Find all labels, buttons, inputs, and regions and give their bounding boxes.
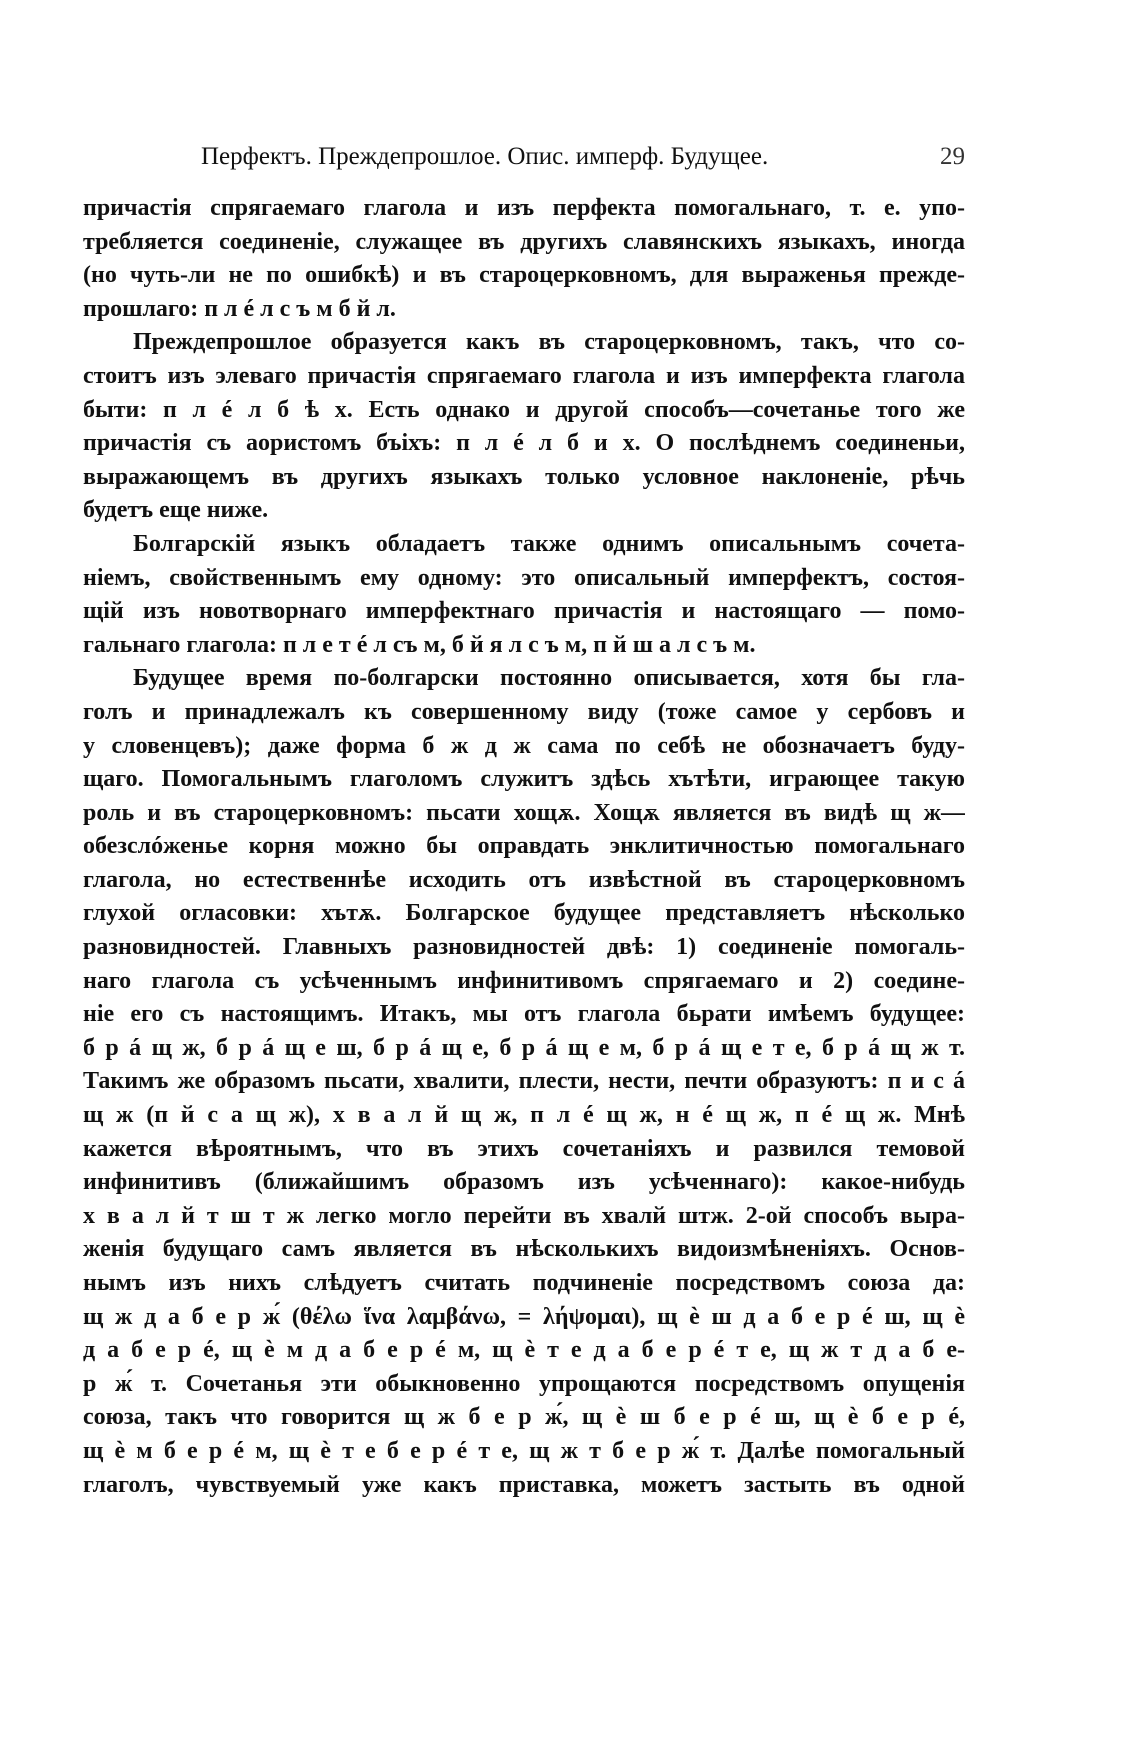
text-line: у словенцевъ); даже форма б ж д ж сама по себѣ не обозначаетъ буду- [83,732,965,759]
text-line: нымъ изъ нихъ слѣдуетъ считать подчиненіе посредствомъ союза да: [83,1270,965,1296]
text-line: будетъ еще ниже. [83,497,269,524]
text-line: Болгарскій языкъ обладаетъ также однимъ описальнымъ сочета- [133,530,965,557]
text-line: причастія спрягаемаго глагола и изъ перфекта помогальнаго, т. е. упо- [83,195,965,221]
text-line: щій изъ новотворнаго имперфектнаго причастія и настоящаго — помо- [83,598,965,625]
text-line: женія будущаго самъ является въ нѣсколькихъ видоизмѣненіяхъ. Основ- [83,1236,965,1263]
text-line: прошлаго: п л é л с ъ м б й л. [83,295,396,322]
text-line: обезслóженье корня можно бы оправдать энклитичностью помогальнаго [83,833,965,860]
text-line: наго глагола съ усѣченнымъ инфинитивомъ спрягаемаго и 2) соедине- [83,967,965,994]
text-line: глаголъ, чувствуемый уже какъ приставка, можетъ застыть въ одной [83,1471,965,1498]
text-line: инфинитивъ (ближайшимъ образомъ изъ усѣченнаго): какое-нибудь [83,1169,965,1196]
text-line: кажется вѣроятнымъ, что въ этихъ сочетаніяхъ и развился темовой [83,1135,965,1162]
text-line: выражающемъ въ другихъ языкахъ только условное наклоненіе, рѣчь [83,463,965,490]
text-line: требляется соединеніе, служащее въ другихъ славянскихъ языкахъ, иногда [83,228,965,255]
text-line: Такимъ же образомъ пьсати, хвалити, плести, нести, печти образуютъ: п и с á [83,1068,965,1095]
text-line: разновидностей. Главныхъ разновидностей двѣ: 1) соединеніе помогаль- [83,934,965,961]
text-line: стоитъ изъ элеваго причастія спрягаемаго глагола и изъ имперфекта глагола [83,362,965,389]
header-title: Перфектъ. Преждепрошлое. Опис. имперф. Будущее. [201,143,769,170]
text-line: ніе его съ настоящимъ. Итакъ, мы отъ глагола бьрати имѣемъ будущее: [83,1001,965,1028]
text-line: союза, такъ что говорится щ ж б е р ж́, щ ѐ ш б е р é ш, щ ѐ б е р é, [83,1404,965,1431]
text-line: Преждепрошлое образуется какъ въ староцерковномъ, такъ, что со- [133,329,965,356]
text-line: (но чуть-ли не по ошибкѣ) и въ староцерковномъ, для выраженья прежде- [83,262,965,289]
text-line: причастія съ аористомъ бъіхъ: п л é л б и х. О послѣднемъ соединеньи, [83,430,965,457]
text-line: р ж́ т. Сочетанья эти обыкновенно упрощаются посредствомъ опущенія [83,1370,965,1397]
text-line: роль и въ староцерковномъ: пьсати хощѫ. Хощѫ является въ видѣ щ ж— [83,799,965,826]
text-line: голъ и принадлежалъ къ совершенному виду (тоже самое у сербовъ и [83,698,965,725]
text-line: глухой огласовки: хътѫ. Болгарское будущее представляетъ нѣсколько [83,900,965,927]
text-line: б р á щ ж, б р á щ е ш, б р á щ е, б р á щ е м, б р á щ е т е, б р á щ ж т. [83,1034,965,1061]
text-line: быти: п л é л б ѣ х. Есть однако и другой способъ—сочетанье того же [83,396,965,423]
text-line: Будущее время по-болгарски постоянно описывается, хотя бы гла- [133,665,965,692]
text-line: щ ѐ м б е р é м, щ ѐ т е б е р é т е, щ ж т б е р ж́ т. Далѣе помогальный [83,1437,965,1464]
body-text [83,192,965,1502]
page-number: 29 [940,143,965,170]
text-line: гальнаго глагола: п л е т é л съ м, б й я л с ъ м, п й ш а л с ъ м. [83,631,756,658]
text-line: щ ж д а б е р ж́ (θέλω ἵνα λαμβάνω, = λήψομαι), щ ѐ ш д а б е р é ш, щ ѐ [83,1303,965,1330]
text-line: глагола, но естественнѣе исходить отъ извѣстной въ староцерковномъ [83,866,965,893]
text-line: щаго. Помогальнымъ глаголомъ служитъ здѣсь хътѣти, играющее такую [83,766,965,793]
text-line: ніемъ, свойственнымъ ему одному: это описальный имперфектъ, состоя- [83,564,965,591]
text-line: щ ж (п й с а щ ж), х в а л й щ ж, п л é щ ж, н é щ ж, п é щ ж. Мнѣ [83,1102,965,1129]
text-line: х в а л й т ш т ж легко могло перейти въ хвалй штж. 2-ой способъ выра- [83,1202,965,1229]
text-line: д а б е р é, щ ѐ м д а б е р é м, щ ѐ т е д а б е р é т е, щ ж т д а б е- [83,1337,965,1364]
